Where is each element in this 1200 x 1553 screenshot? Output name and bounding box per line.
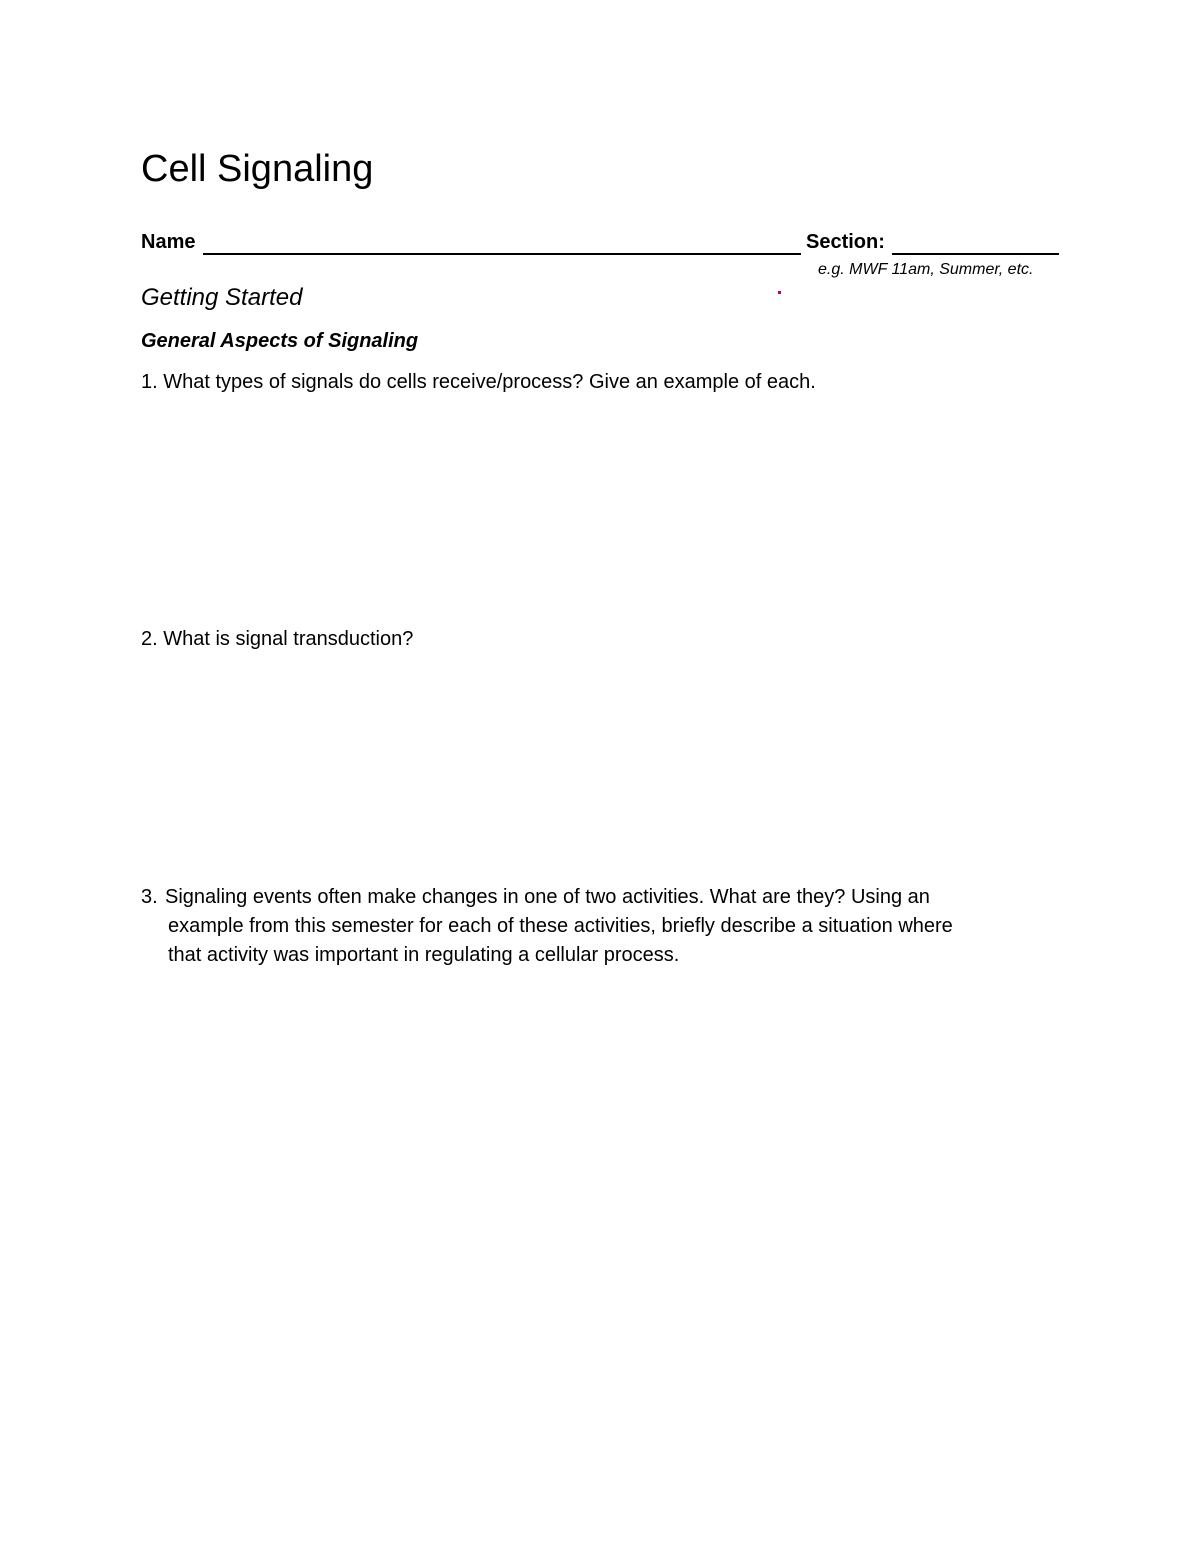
section-hint: e.g. MWF 11am, Summer, etc. [818, 261, 1034, 278]
question-3-text-1: Signaling events often make changes in one of two activities. What are they? Using an [165, 886, 930, 908]
name-label: Name [141, 231, 196, 253]
section-blank-line[interactable] [892, 253, 1059, 255]
section-heading: General Aspects of Signaling [141, 330, 419, 352]
section-label: Section: [806, 231, 885, 253]
stray-mark [778, 291, 781, 294]
question-1: 1. What types of signals do cells receive/process? Give an example of each. [141, 371, 816, 393]
question-3 [141, 883, 1041, 970]
name-blank-line[interactable] [203, 253, 801, 255]
question-3-line-3: that activity was important in regulating a cellular process. [168, 944, 680, 966]
question-3-number: 3. [141, 886, 158, 908]
question-3-line-1 [141, 883, 1041, 912]
page-title: Cell Signaling [141, 148, 374, 190]
name-section-row [141, 228, 1061, 258]
question-2: 2. What is signal transduction? [141, 628, 414, 650]
subtitle: Getting Started [141, 284, 303, 311]
question-3-line-2: example from this semester for each of these activities, briefly describe a situation where [168, 915, 953, 937]
